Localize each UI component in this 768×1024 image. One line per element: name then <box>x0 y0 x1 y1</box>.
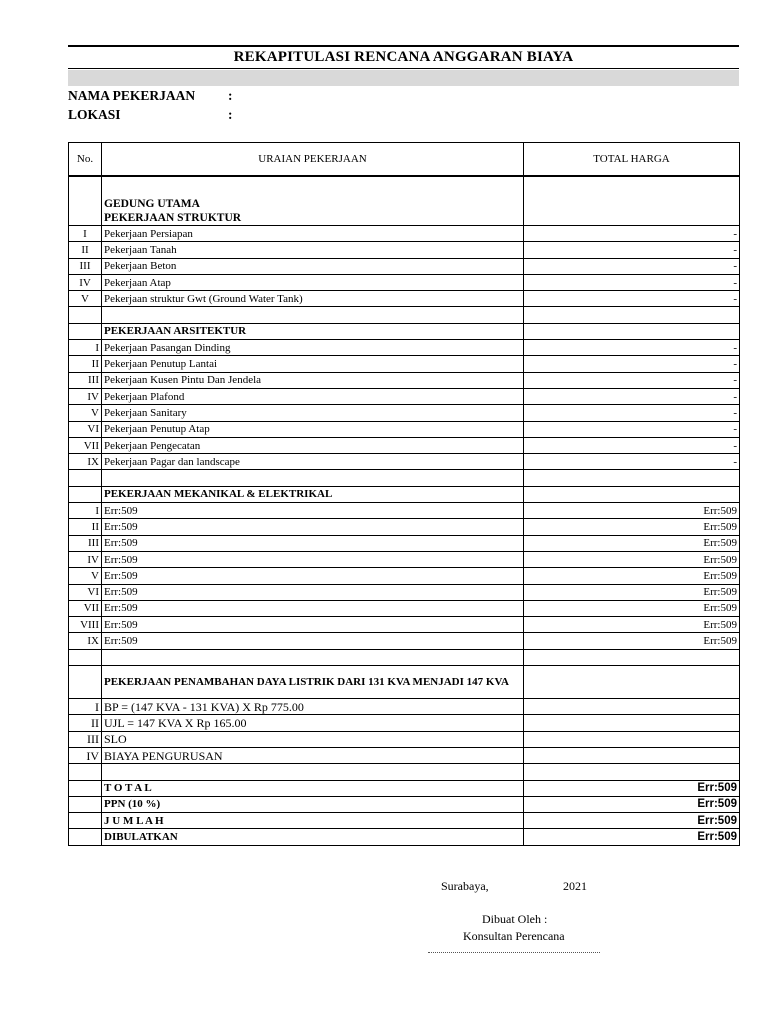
item-total: - <box>524 258 740 274</box>
empty-cell <box>69 764 102 780</box>
item-total: Err:509 <box>524 503 740 519</box>
item-desc: Pekerjaan Atap <box>102 274 524 290</box>
summary-label: T O T A L <box>102 780 524 796</box>
item-no: V <box>69 291 102 307</box>
item-total <box>524 747 740 763</box>
lokasi-colon: : <box>228 107 233 122</box>
summary-row <box>69 796 740 812</box>
table-row <box>69 437 740 453</box>
empty-cell <box>524 470 740 486</box>
summary-row <box>69 829 740 845</box>
item-desc: Pekerjaan struktur Gwt (Ground Water Tank) <box>102 291 524 307</box>
table-row <box>69 274 740 290</box>
summary-value: Err:509 <box>524 796 740 812</box>
item-no: IV <box>69 551 102 567</box>
table-row <box>69 421 740 437</box>
item-no: III <box>69 258 102 274</box>
empty-cell <box>69 176 102 226</box>
item-desc: Err:509 <box>102 633 524 649</box>
item-total: Err:509 <box>524 584 740 600</box>
table-row <box>69 242 740 258</box>
item-desc: Pekerjaan Persiapan <box>102 226 524 242</box>
footer-consultant: Konsultan Perencana <box>463 929 565 943</box>
item-total: Err:509 <box>524 519 740 535</box>
item-desc: SLO <box>102 731 524 747</box>
item-total: Err:509 <box>524 551 740 567</box>
document-title: REKAPITULASI RENCANA ANGGARAN BIAYA <box>233 49 574 65</box>
item-total: Err:509 <box>524 568 740 584</box>
section-row-daya <box>69 666 740 699</box>
item-total: Err:509 <box>524 617 740 633</box>
empty-cell <box>102 307 524 323</box>
summary-label: DIBULATKAN <box>102 829 524 845</box>
rab-table <box>68 142 740 846</box>
table-row <box>69 405 740 421</box>
table-row <box>69 551 740 567</box>
summary-value: Err:509 <box>524 829 740 845</box>
signature-line <box>428 946 600 953</box>
item-desc: Err:509 <box>102 568 524 584</box>
item-desc: Err:509 <box>102 584 524 600</box>
item-desc: Pekerjaan Penutup Lantai <box>102 356 524 372</box>
table-row <box>69 226 740 242</box>
table-row <box>69 747 740 763</box>
nama-pekerjaan-label: NAMA PEKERJAAN <box>68 88 196 103</box>
item-desc: Pekerjaan Sanitary <box>102 405 524 421</box>
table-row <box>69 731 740 747</box>
section-row-arsitektur <box>69 323 740 339</box>
table-row <box>69 340 740 356</box>
blank-row <box>69 764 740 780</box>
table-row <box>69 519 740 535</box>
item-desc: Pekerjaan Plafond <box>102 388 524 404</box>
item-total: - <box>524 226 740 242</box>
item-desc: Err:509 <box>102 600 524 616</box>
grey-band <box>68 70 739 86</box>
daya-title: PEKERJAAN PENAMBAHAN DAYA LISTRIK DARI 131 KVA MENJADI 147 KVA <box>102 666 524 699</box>
nama-colon: : <box>228 88 233 103</box>
empty-cell <box>69 796 102 812</box>
empty-cell <box>102 470 524 486</box>
table-row <box>69 633 740 649</box>
empty-cell <box>524 666 740 699</box>
blank-row <box>69 649 740 665</box>
item-total: - <box>524 405 740 421</box>
summary-label: PPN (10 %) <box>102 796 524 812</box>
item-total: - <box>524 388 740 404</box>
item-no: IX <box>69 633 102 649</box>
table-row <box>69 535 740 551</box>
table-row <box>69 584 740 600</box>
summary-value: Err:509 <box>524 780 740 796</box>
top-rule <box>68 45 739 47</box>
table-row <box>69 617 740 633</box>
summary-label: J U M L A H <box>102 813 524 829</box>
item-total: - <box>524 372 740 388</box>
footer-city: Surabaya, <box>441 879 489 893</box>
item-total: - <box>524 437 740 453</box>
summary-value: Err:509 <box>524 813 740 829</box>
item-no: IX <box>69 454 102 470</box>
empty-cell <box>102 649 524 665</box>
item-total: - <box>524 242 740 258</box>
item-no: II <box>69 519 102 535</box>
item-no: I <box>69 226 102 242</box>
item-no: II <box>69 715 102 731</box>
lokasi-row <box>68 107 233 123</box>
item-no: IV <box>69 274 102 290</box>
item-total: - <box>524 291 740 307</box>
table-row <box>69 600 740 616</box>
empty-cell <box>69 323 102 339</box>
empty-cell <box>524 323 740 339</box>
item-no: VII <box>69 600 102 616</box>
table-header-row <box>69 143 740 177</box>
table-row <box>69 568 740 584</box>
table-body <box>69 176 740 845</box>
summary-row <box>69 813 740 829</box>
item-no: VII <box>69 437 102 453</box>
struktur-title: PEKERJAAN STRUKTUR <box>104 212 242 224</box>
item-total: - <box>524 356 740 372</box>
item-no: I <box>69 340 102 356</box>
item-total: - <box>524 454 740 470</box>
item-desc: Pekerjaan Pagar dan landscape <box>102 454 524 470</box>
item-no: II <box>69 242 102 258</box>
item-desc: Err:509 <box>102 519 524 535</box>
empty-cell <box>69 666 102 699</box>
item-no: I <box>69 699 102 715</box>
item-desc: Pekerjaan Penutup Atap <box>102 421 524 437</box>
table-row <box>69 388 740 404</box>
empty-cell <box>69 486 102 502</box>
item-no: IV <box>69 747 102 763</box>
gedung-utama-title: GEDUNG UTAMA <box>104 198 200 210</box>
item-desc: Pekerjaan Pengecatan <box>102 437 524 453</box>
item-desc: BP = (147 KVA - 131 KVA) X Rp 775.00 <box>102 699 524 715</box>
empty-cell <box>69 307 102 323</box>
footer-year: 2021 <box>563 879 587 893</box>
section-title-cell <box>102 176 524 226</box>
item-desc: Pekerjaan Pasangan Dinding <box>102 340 524 356</box>
item-total <box>524 699 740 715</box>
lokasi-label: LOKASI <box>68 107 121 122</box>
table-row <box>69 699 740 715</box>
item-desc: Err:509 <box>102 617 524 633</box>
table-row <box>69 503 740 519</box>
item-no: II <box>69 356 102 372</box>
empty-cell <box>102 764 524 780</box>
item-no: I <box>69 503 102 519</box>
item-desc: Err:509 <box>102 503 524 519</box>
section-row-me <box>69 486 740 502</box>
table-row <box>69 291 740 307</box>
summary-row <box>69 780 740 796</box>
item-no: V <box>69 405 102 421</box>
item-total: Err:509 <box>524 600 740 616</box>
item-no: V <box>69 568 102 584</box>
empty-cell <box>69 649 102 665</box>
item-total: - <box>524 421 740 437</box>
empty-cell <box>524 176 740 226</box>
table-row <box>69 356 740 372</box>
table-row <box>69 258 740 274</box>
item-total <box>524 715 740 731</box>
empty-cell <box>524 649 740 665</box>
item-desc: Pekerjaan Tanah <box>102 242 524 258</box>
me-title: PEKERJAAN MEKANIKAL & ELEKTRIKAL <box>102 486 524 502</box>
item-no: IV <box>69 388 102 404</box>
item-desc: UJL = 147 KVA X Rp 165.00 <box>102 715 524 731</box>
empty-cell <box>69 470 102 486</box>
item-no: VI <box>69 421 102 437</box>
section-row-struktur <box>69 176 740 226</box>
empty-cell <box>524 307 740 323</box>
item-desc: Err:509 <box>102 535 524 551</box>
item-total: - <box>524 274 740 290</box>
item-total: - <box>524 340 740 356</box>
item-total: Err:509 <box>524 535 740 551</box>
table-row <box>69 454 740 470</box>
item-desc: Err:509 <box>102 551 524 567</box>
item-no: VIII <box>69 617 102 633</box>
item-no: III <box>69 535 102 551</box>
item-total: Err:509 <box>524 633 740 649</box>
nama-pekerjaan-row <box>68 88 233 104</box>
empty-cell <box>69 780 102 796</box>
blank-row <box>69 307 740 323</box>
empty-cell <box>69 829 102 845</box>
item-desc: BIAYA PENGURUSAN <box>102 747 524 763</box>
blank-row <box>69 470 740 486</box>
empty-cell <box>524 486 740 502</box>
empty-cell <box>69 813 102 829</box>
table-row <box>69 372 740 388</box>
item-desc: Pekerjaan Beton <box>102 258 524 274</box>
item-no: III <box>69 372 102 388</box>
title-rule <box>68 68 739 69</box>
arsitektur-title: PEKERJAAN ARSITEKTUR <box>102 323 524 339</box>
item-no: III <box>69 731 102 747</box>
table-row <box>69 715 740 731</box>
header-total: TOTAL HARGA <box>524 143 740 177</box>
item-desc: Pekerjaan Kusen Pintu Dan Jendela <box>102 372 524 388</box>
item-no: VI <box>69 584 102 600</box>
header-no: No. <box>69 143 102 177</box>
empty-cell <box>524 764 740 780</box>
header-uraian: URAIAN PEKERJAAN <box>102 143 524 177</box>
item-total <box>524 731 740 747</box>
footer-made-by: Dibuat Oleh : <box>482 912 548 926</box>
